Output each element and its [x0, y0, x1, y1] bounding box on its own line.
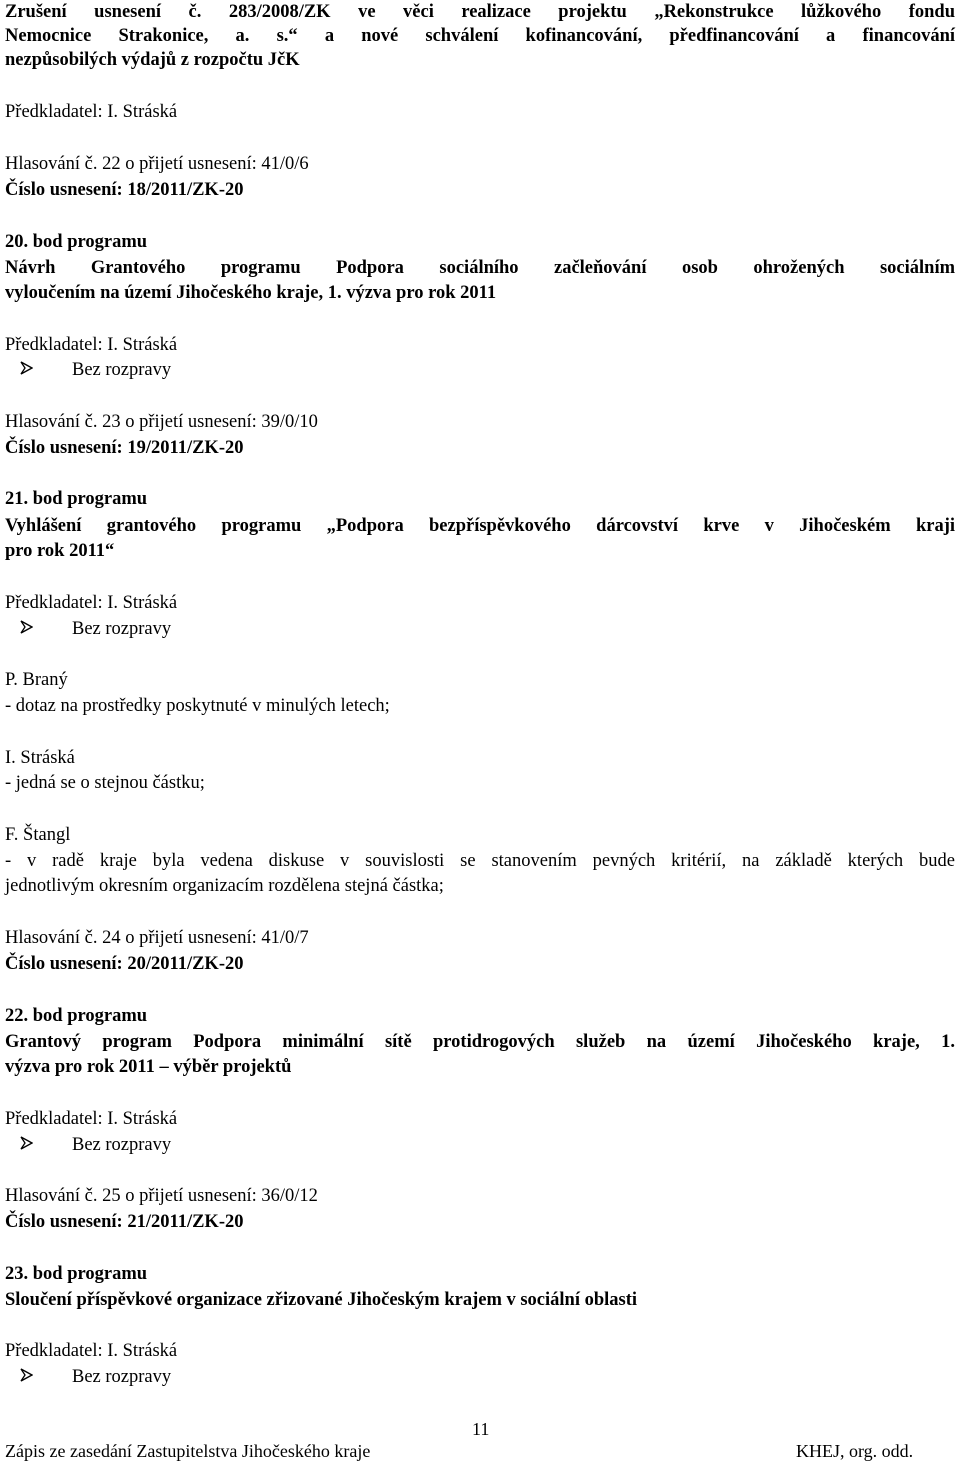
- speaker-name: F. Štangl: [5, 825, 71, 845]
- bullet-item: [20, 1133, 171, 1157]
- item-heading: 22. bod programu: [5, 1006, 148, 1026]
- bullet-text: Bez rozpravy: [72, 1135, 172, 1155]
- predkladatel: Předkladatel: I. Stráská: [5, 1341, 178, 1361]
- predkladatel: Předkladatel: I. Stráská: [5, 593, 178, 613]
- item-heading: 21. bod programu: [5, 489, 148, 509]
- hlasovani: Hlasování č. 22 o přijetí usnesení: 41/0/6: [5, 154, 309, 174]
- cislo-usneseni: Číslo usnesení: 20/2011/ZK-20: [5, 954, 244, 974]
- item-title-line: vyloučením na území Jihočeského kraje, 1. výzva pro rok 2011: [5, 283, 497, 303]
- cislo-usneseni: Číslo usnesení: 18/2011/ZK-20: [5, 180, 244, 200]
- predkladatel: Předkladatel: I. Stráská: [5, 102, 178, 122]
- hlasovani: Hlasování č. 25 o přijetí usnesení: 36/0/12: [5, 1186, 318, 1206]
- item-title-line: Vyhlášení grantového programu „Podpora bezpříspěvkového dárcovství krve v Jihočeském kraji: [5, 516, 955, 536]
- bullet-text: Bez rozpravy: [72, 1367, 172, 1387]
- speech-text: - dotaz na prostředky poskytnuté v minulých letech;: [5, 696, 390, 716]
- item-title-line: Návrh Grantového programu Podpora sociálního začleňování osob ohrožených sociálním: [5, 258, 955, 278]
- item-title-line: Zrušení usnesení č. 283/2008/ZK ve věci realizace projektu „Rekonstrukce lůžkového fondu: [5, 2, 955, 22]
- hlasovani: Hlasování č. 23 o přijetí usnesení: 39/0/10: [5, 412, 318, 432]
- cislo-usneseni: Číslo usnesení: 21/2011/ZK-20: [5, 1212, 244, 1232]
- speaker-name: P. Braný: [5, 670, 68, 690]
- bullet-text: Bez rozpravy: [72, 360, 172, 380]
- cislo-usneseni: Číslo usnesení: 19/2011/ZK-20: [5, 438, 244, 458]
- item-title-line: Sloučení příspěvkové organizace zřizované Jihočeským krajem v sociální oblasti: [5, 1290, 638, 1310]
- speech-text: - jedná se o stejnou částku;: [5, 773, 205, 793]
- bullet-item: [20, 358, 171, 382]
- item-title-line: výzva pro rok 2011 – výběr projektů: [5, 1057, 292, 1077]
- arrow-bullet-icon: [20, 617, 72, 641]
- bullet-text: Bez rozpravy: [72, 619, 172, 639]
- arrow-bullet-icon: [20, 358, 72, 382]
- predkladatel: Předkladatel: I. Stráská: [5, 1109, 178, 1129]
- item-title-line: nezpůsobilých výdajů z rozpočtu JčK: [5, 50, 300, 70]
- arrow-bullet-icon: [20, 1133, 72, 1157]
- footer-left: Zápis ze zasedání Zastupitelstva Jihočeského kraje: [5, 1441, 371, 1461]
- item-heading: 20. bod programu: [5, 232, 148, 252]
- bullet-item: [20, 1365, 171, 1389]
- speech-text: - v radě kraje byla vedena diskuse v souvislosti se stanovením pevných kritérií, na základě kterých bude: [5, 851, 955, 871]
- speech-text: jednotlivým okresním organizacím rozdělena stejná částka;: [5, 876, 444, 896]
- arrow-bullet-icon: [20, 1365, 72, 1389]
- speaker-name: I. Stráská: [5, 748, 75, 768]
- item-title-line: Nemocnice Strakonice, a. s.“ a nové schválení kofinancování, předfinancování a financování: [5, 26, 955, 46]
- item-heading: 23. bod programu: [5, 1264, 148, 1284]
- footer-right: KHEJ, org. odd.: [796, 1441, 914, 1461]
- bullet-item: [20, 617, 171, 641]
- page-number: 11: [472, 1419, 490, 1439]
- hlasovani: Hlasování č. 24 o přijetí usnesení: 41/0/7: [5, 928, 309, 948]
- item-title-line: Grantový program Podpora minimální sítě protidrogových služeb na území Jihočeského kraje, 1.: [5, 1032, 955, 1052]
- predkladatel: Předkladatel: I. Stráská: [5, 335, 178, 355]
- item-title-line: pro rok 2011“: [5, 541, 115, 561]
